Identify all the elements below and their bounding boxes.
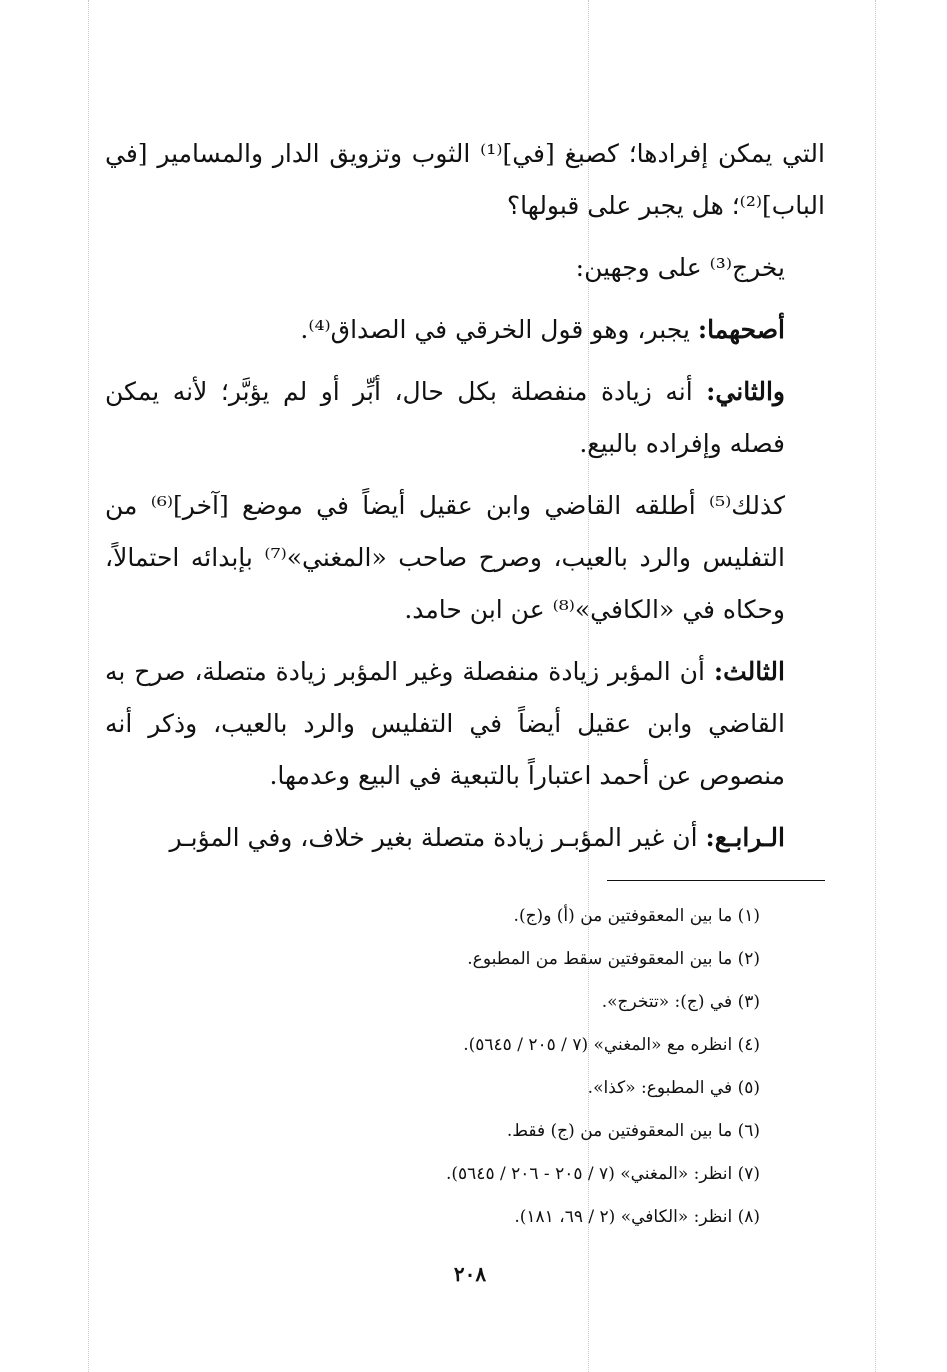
scan-guide-line (88, 0, 89, 1372)
paragraph-text: أن المؤبر زيادة منفصلة وغير المؤبر زيادة متصلة، صرح به القاضي وابن عقيل أيضاً في التفليس والرد بالعيب، وذكر أنه منصوص عن أحمد اعتباراً بالتبعية في البيع وعدمها. (105, 657, 785, 790)
paragraph-text: يخرج⁽³⁾ على وجهين: (575, 253, 785, 282)
footnote-6: (٦) ما بين المعقوفتين من (ج) فقط. (506, 1121, 760, 1141)
main-text (105, 128, 825, 874)
paragraph-5 (105, 480, 825, 636)
paragraph-text: التي يمكن إفرادها؛ كصبغ [في]⁽¹⁾ الثوب وتزويق الدار والمسامير [في الباب]⁽²⁾؛ هل يجبر على قبولها؟ (105, 139, 825, 220)
footnote-5: (٥) في المطبوع: «كذا». (587, 1078, 760, 1098)
footnote-8: (٨) انظر: «الكافي» (٢ / ٦٩، ١٨١). (514, 1207, 760, 1227)
paragraph-7 (105, 812, 825, 864)
scan-guide-line (875, 0, 876, 1372)
paragraph-lead: الـرابـع: (705, 823, 785, 852)
paragraph-1 (105, 128, 825, 232)
footnote-separator (607, 880, 825, 881)
paragraph-text: أن غير المؤبـر زيادة متصلة بغير خلاف، وفي المؤبـر (169, 823, 706, 852)
page-number: ٢٠٨ (453, 1262, 487, 1286)
paragraph-text: يجبر، وهو قول الخرقي في الصداق⁽⁴⁾. (300, 315, 698, 344)
paragraph-lead: والثاني: (706, 377, 785, 406)
footnote-3: (٣) في (ج): «تتخرج». (601, 992, 760, 1012)
footnote-7: (٧) انظر: «المغني» (٧ / ٢٠٥ - ٢٠٦ / ٥٦٤٥). (446, 1164, 760, 1184)
paragraph-lead: الثالث: (713, 657, 785, 686)
footnote-1: (١) ما بين المعقوفتين من (أ) و(ج). (513, 906, 760, 926)
paragraph-text: كذلك⁽⁵⁾ أطلقه القاضي وابن عقيل أيضاً في موضع [آخر]⁽⁶⁾ من التفليس والرد بالعيب، وصرح صاحب «المغني»⁽⁷⁾ بإبدائه احتمالاً، وحكاه في «الكافي»⁽⁸⁾ عن ابن حامد. (105, 491, 785, 624)
paragraph-3 (105, 304, 825, 356)
footnotes (105, 895, 760, 1239)
paragraph-2 (105, 242, 825, 294)
footnote-2: (٢) ما بين المعقوفتين سقط من المطبوع. (467, 949, 760, 969)
paragraph-6 (105, 646, 825, 802)
paragraph-lead: أصحهما: (697, 315, 785, 344)
footnote-4: (٤) انظره مع «المغني» (٧ / ٢٠٥ / ٥٦٤٥). (463, 1035, 760, 1055)
paragraph-4 (105, 366, 825, 470)
paragraph-text: أنه زيادة منفصلة بكل حال، أبِّر أو لم يؤبَّر؛ لأنه يمكن فصله وإفراده بالبيع. (105, 377, 785, 458)
